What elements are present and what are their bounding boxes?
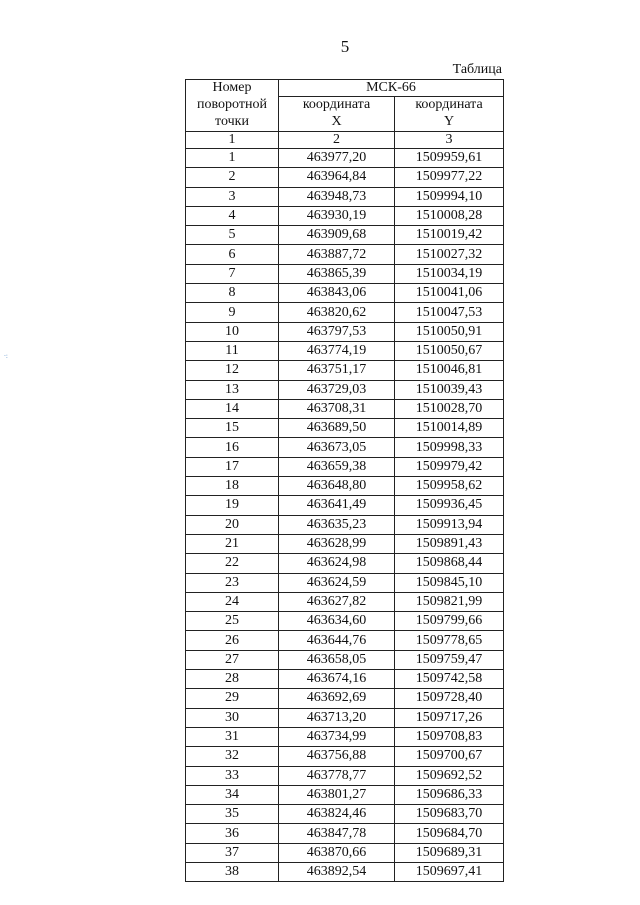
table-row [186, 380, 504, 399]
table-row [186, 650, 504, 669]
table-row [186, 573, 504, 592]
x-coordinate-cell: 463797,53 [279, 322, 395, 341]
point-number-cell: 23 [186, 573, 279, 592]
point-number-cell: 22 [186, 554, 279, 573]
point-number-cell: 28 [186, 670, 279, 689]
coordinates-table [185, 79, 504, 882]
x-coordinate-cell: 463689,50 [279, 419, 395, 438]
point-number-cell: 24 [186, 592, 279, 611]
header-coordinate-x [279, 97, 395, 132]
point-number-cell: 36 [186, 824, 279, 843]
y-coordinate-cell: 1509700,67 [395, 747, 504, 766]
x-coordinate-cell: 463628,99 [279, 534, 395, 553]
y-coordinate-cell: 1509845,10 [395, 573, 504, 592]
point-number-cell: 5 [186, 226, 279, 245]
header-y-label: координата [415, 97, 483, 113]
x-coordinate-cell: 463964,84 [279, 168, 395, 187]
x-coordinate-cell: 463734,99 [279, 727, 395, 746]
x-coordinate-cell: 463627,82 [279, 592, 395, 611]
point-number-cell: 10 [186, 322, 279, 341]
x-coordinate-cell: 463751,17 [279, 361, 395, 380]
y-coordinate-cell: 1509683,70 [395, 805, 504, 824]
x-coordinate-cell: 463887,72 [279, 245, 395, 264]
y-coordinate-cell: 1509977,22 [395, 168, 504, 187]
point-number-cell: 1 [186, 149, 279, 168]
y-coordinate-cell: 1510008,28 [395, 206, 504, 225]
x-coordinate-cell: 463909,68 [279, 226, 395, 245]
x-coordinate-cell: 463801,27 [279, 785, 395, 804]
point-number-cell: 18 [186, 477, 279, 496]
y-coordinate-cell: 1510014,89 [395, 419, 504, 438]
y-coordinate-cell: 1510027,32 [395, 245, 504, 264]
column-number-3: 3 [395, 132, 504, 149]
point-number-cell: 19 [186, 496, 279, 515]
column-number-1: 1 [186, 132, 279, 149]
table-row [186, 670, 504, 689]
table-row [186, 631, 504, 650]
x-coordinate-cell: 463674,16 [279, 670, 395, 689]
header-coordinate-system: МСК-66 [279, 80, 504, 97]
y-coordinate-cell: 1509692,52 [395, 766, 504, 785]
y-coordinate-cell: 1510028,70 [395, 399, 504, 418]
point-number-cell: 26 [186, 631, 279, 650]
table-row [186, 341, 504, 360]
point-number-cell: 7 [186, 264, 279, 283]
table-row [186, 206, 504, 225]
y-coordinate-cell: 1509717,26 [395, 708, 504, 727]
point-number-cell: 27 [186, 650, 279, 669]
y-coordinate-cell: 1510046,81 [395, 361, 504, 380]
x-coordinate-cell: 463658,05 [279, 650, 395, 669]
x-coordinate-cell: 463977,20 [279, 149, 395, 168]
table-row [186, 477, 504, 496]
header-coordinate-y [395, 97, 504, 132]
x-coordinate-cell: 463774,19 [279, 341, 395, 360]
point-number-cell: 9 [186, 303, 279, 322]
x-coordinate-cell: 463692,69 [279, 689, 395, 708]
x-coordinate-cell: 463729,03 [279, 380, 395, 399]
point-number-cell: 20 [186, 515, 279, 534]
point-number-cell: 12 [186, 361, 279, 380]
x-coordinate-cell: 463673,05 [279, 438, 395, 457]
x-coordinate-cell: 463644,76 [279, 631, 395, 650]
table-row [186, 284, 504, 303]
table-row [186, 149, 504, 168]
table-row [186, 226, 504, 245]
y-coordinate-cell: 1509697,41 [395, 862, 504, 881]
point-number-cell: 31 [186, 727, 279, 746]
table-row [186, 612, 504, 631]
x-coordinate-cell: 463624,98 [279, 554, 395, 573]
point-number-cell: 25 [186, 612, 279, 631]
table-row [186, 322, 504, 341]
y-coordinate-cell: 1509821,99 [395, 592, 504, 611]
table-row [186, 245, 504, 264]
y-coordinate-cell: 1509998,33 [395, 438, 504, 457]
point-number-cell: 30 [186, 708, 279, 727]
x-coordinate-cell: 463635,23 [279, 515, 395, 534]
x-coordinate-cell: 463843,06 [279, 284, 395, 303]
point-number-cell: 11 [186, 341, 279, 360]
y-coordinate-cell: 1510050,91 [395, 322, 504, 341]
table-caption: Таблица [452, 62, 502, 77]
y-coordinate-cell: 1509728,40 [395, 689, 504, 708]
point-number-cell: 17 [186, 457, 279, 476]
x-coordinate-cell: 463624,59 [279, 573, 395, 592]
y-coordinate-cell: 1510039,43 [395, 380, 504, 399]
point-number-cell: 6 [186, 245, 279, 264]
table-row [186, 187, 504, 206]
header-x-axis: X [331, 114, 342, 129]
y-coordinate-cell: 1509994,10 [395, 187, 504, 206]
page-number: 5 [340, 37, 350, 56]
table-row [186, 689, 504, 708]
point-number-cell: 37 [186, 843, 279, 862]
x-coordinate-cell: 463948,73 [279, 187, 395, 206]
y-coordinate-cell: 1509959,61 [395, 149, 504, 168]
table-row [186, 785, 504, 804]
point-number-cell: 33 [186, 766, 279, 785]
table-body [186, 149, 504, 882]
x-coordinate-cell: 463865,39 [279, 264, 395, 283]
table-row [186, 399, 504, 418]
x-coordinate-cell: 463824,46 [279, 805, 395, 824]
table-row [186, 805, 504, 824]
x-coordinate-cell: 463659,38 [279, 457, 395, 476]
x-coordinate-cell: 463634,60 [279, 612, 395, 631]
y-coordinate-cell: 1509689,31 [395, 843, 504, 862]
point-number-cell: 8 [186, 284, 279, 303]
margin-mark: ·: [4, 353, 8, 360]
header-y-axis: Y [443, 114, 455, 129]
y-coordinate-cell: 1509708,83 [395, 727, 504, 746]
table-row [186, 303, 504, 322]
x-coordinate-cell: 463648,80 [279, 477, 395, 496]
y-coordinate-cell: 1509891,43 [395, 534, 504, 553]
point-number-cell: 21 [186, 534, 279, 553]
table-row [186, 496, 504, 515]
table-row [186, 747, 504, 766]
y-coordinate-cell: 1509979,42 [395, 457, 504, 476]
table-row [186, 862, 504, 881]
header-x-label: координата [302, 97, 371, 113]
table-row [186, 264, 504, 283]
x-coordinate-cell: 463641,49 [279, 496, 395, 515]
point-number-cell: 14 [186, 399, 279, 418]
y-coordinate-cell: 1509936,45 [395, 496, 504, 515]
point-number-cell: 15 [186, 419, 279, 438]
table-row [186, 766, 504, 785]
y-coordinate-cell: 1509913,94 [395, 515, 504, 534]
point-number-cell: 38 [186, 862, 279, 881]
y-coordinate-cell: 1510047,53 [395, 303, 504, 322]
y-coordinate-cell: 1509799,66 [395, 612, 504, 631]
y-coordinate-cell: 1510050,67 [395, 341, 504, 360]
table-row [186, 824, 504, 843]
point-number-cell: 34 [186, 785, 279, 804]
point-number-cell: 32 [186, 747, 279, 766]
table-row [186, 438, 504, 457]
point-number-cell: 29 [186, 689, 279, 708]
column-number-2: 2 [279, 132, 395, 149]
point-number-cell: 3 [186, 187, 279, 206]
x-coordinate-cell: 463713,20 [279, 708, 395, 727]
x-coordinate-cell: 463892,54 [279, 862, 395, 881]
point-number-cell: 13 [186, 380, 279, 399]
table-row [186, 843, 504, 862]
y-coordinate-cell: 1510041,06 [395, 284, 504, 303]
point-number-cell: 2 [186, 168, 279, 187]
y-coordinate-cell: 1509958,62 [395, 477, 504, 496]
table-row [186, 554, 504, 573]
y-coordinate-cell: 1509759,47 [395, 650, 504, 669]
y-coordinate-cell: 1510034,19 [395, 264, 504, 283]
table-row [186, 592, 504, 611]
y-coordinate-cell: 1509868,44 [395, 554, 504, 573]
x-coordinate-cell: 463756,88 [279, 747, 395, 766]
x-coordinate-cell: 463847,78 [279, 824, 395, 843]
table-row [186, 168, 504, 187]
y-coordinate-cell: 1509742,58 [395, 670, 504, 689]
x-coordinate-cell: 463778,77 [279, 766, 395, 785]
point-number-cell: 4 [186, 206, 279, 225]
y-coordinate-cell: 1509778,65 [395, 631, 504, 650]
x-coordinate-cell: 463930,19 [279, 206, 395, 225]
table-row [186, 419, 504, 438]
y-coordinate-cell: 1510019,42 [395, 226, 504, 245]
y-coordinate-cell: 1509684,70 [395, 824, 504, 843]
point-number-cell: 35 [186, 805, 279, 824]
x-coordinate-cell: 463870,66 [279, 843, 395, 862]
header-point-number: Номер поворотной точки [186, 80, 279, 132]
table-row [186, 515, 504, 534]
table-row [186, 361, 504, 380]
table-row [186, 708, 504, 727]
table-row [186, 457, 504, 476]
table-row [186, 534, 504, 553]
y-coordinate-cell: 1509686,33 [395, 785, 504, 804]
point-number-cell: 16 [186, 438, 279, 457]
x-coordinate-cell: 463820,62 [279, 303, 395, 322]
x-coordinate-cell: 463708,31 [279, 399, 395, 418]
table-row [186, 727, 504, 746]
